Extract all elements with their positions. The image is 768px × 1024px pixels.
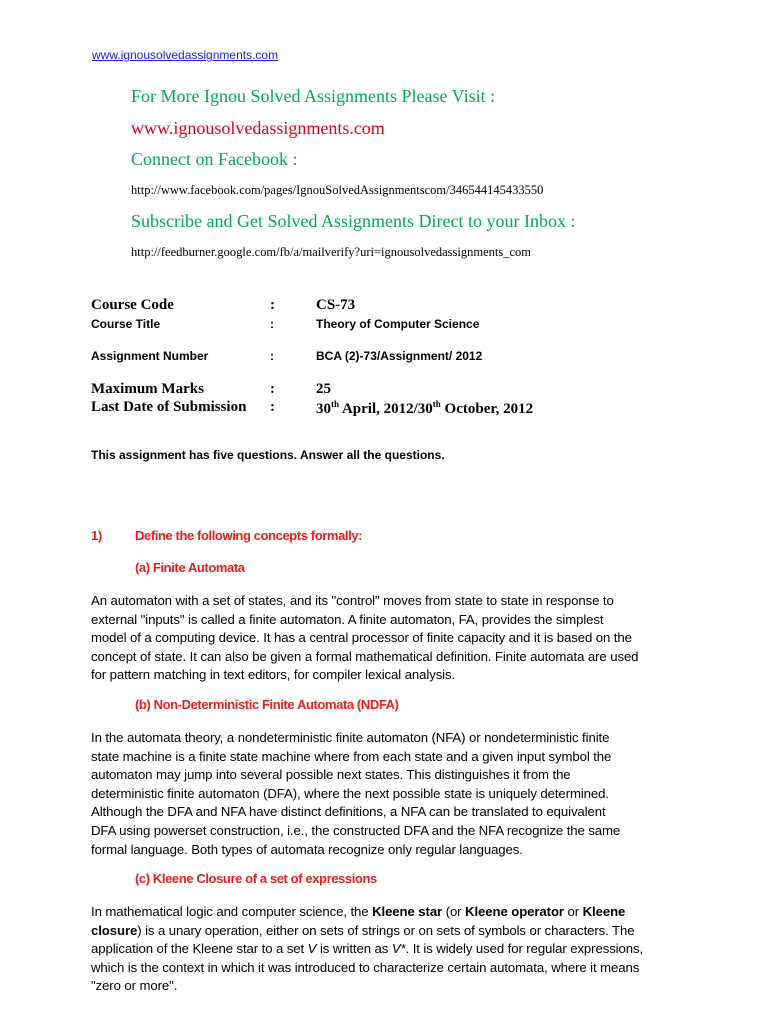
section-b-paragraph bbox=[91, 729, 681, 859]
paragraph-line bbox=[91, 940, 681, 959]
visit-text: For More Ignou Solved Assignments Please Visit : bbox=[131, 86, 496, 106]
assignment-number-value: BCA (2)-73/Assignment/ 2012 bbox=[316, 349, 483, 363]
max-marks-label: Maximum Marks bbox=[91, 381, 204, 397]
section-c-heading: (c) Kleene Closure of a set of expressions bbox=[135, 871, 377, 886]
course-code-label: Course Code bbox=[91, 297, 174, 313]
paragraph-line: deterministic finite automaton (DFA), where the next possible state is uniquely determined. bbox=[91, 785, 609, 801]
paragraph-line: formal language. Both types of automata recognize only regular languages. bbox=[91, 841, 523, 857]
deadline-sup: th bbox=[432, 399, 441, 409]
deadline-end: October, 2012 bbox=[440, 401, 534, 417]
text-run: In mathematical logic and computer science, the bbox=[91, 904, 373, 919]
text-run: . It is widely used for regular expressions, bbox=[405, 941, 644, 957]
question-number: 1) bbox=[91, 528, 102, 543]
text-run: (or bbox=[442, 904, 466, 919]
site-link[interactable]: www.ignousolvedassignments.com bbox=[92, 48, 279, 62]
symbol-v-star: V* bbox=[391, 941, 406, 957]
paragraph-line: automaton may jump into several possible next states. This distinguishes it from the bbox=[91, 767, 571, 783]
section-a-heading: (a) Finite Automata bbox=[135, 560, 245, 575]
paragraph-line bbox=[91, 903, 681, 922]
deadline-value bbox=[316, 399, 533, 418]
deadline-mid: April, 2012/30 bbox=[339, 401, 433, 417]
text-run: or bbox=[563, 904, 583, 919]
site-url[interactable]: www.ignousolvedassignments.com bbox=[131, 118, 385, 138]
facebook-heading: Connect on Facebook : bbox=[131, 149, 298, 169]
paragraph-line: which is the context in which it was introduced to characterize certain automata, where it means bbox=[91, 959, 640, 975]
section-c-paragraph bbox=[91, 903, 681, 996]
colon: : bbox=[270, 349, 274, 363]
text-run: application of the Kleene star to a set bbox=[91, 941, 308, 957]
paragraph-line: for pattern matching in text editors, for compiler lexical analysis. bbox=[91, 667, 456, 683]
feed-url[interactable]: http://feedburner.google.com/fb/a/mailverify?uri=ignousolvedassignments_com bbox=[131, 245, 532, 259]
course-title-value: Theory of Computer Science bbox=[316, 317, 480, 331]
term-kleene-star: Kleene star bbox=[372, 904, 443, 919]
deadline-sup: th bbox=[331, 399, 340, 409]
course-code-value: CS-73 bbox=[316, 297, 356, 313]
paragraph-line: state machine is a finite state machine where from each state and a given input symbol the bbox=[91, 748, 612, 764]
term-kleene: Kleene bbox=[582, 904, 626, 919]
subscribe-heading: Subscribe and Get Solved Assignments Direct to your Inbox : bbox=[131, 211, 576, 231]
term-closure: closure bbox=[91, 922, 138, 938]
section-a-paragraph bbox=[91, 592, 681, 685]
paragraph-line: concept of state. It can also be given a formal mathematical definition. Finite automata are used bbox=[91, 648, 639, 664]
facebook-url[interactable]: http://www.facebook.com/pages/IgnouSolvedAssignmentscom/346544145433550 bbox=[131, 183, 544, 197]
deadline-day: 30 bbox=[316, 401, 331, 417]
paragraph-line: "zero or more". bbox=[91, 978, 178, 994]
text-run: is written as bbox=[316, 941, 392, 957]
paragraph-line: An automaton with a set of states, and its "control" moves from state to state in response to bbox=[91, 593, 614, 608]
paragraph-line: model of a computing device. It has a central processor of finite capacity and it is based on the bbox=[91, 630, 632, 646]
term-kleene-operator: Kleene operator bbox=[465, 904, 564, 919]
paragraph-line bbox=[91, 922, 681, 941]
paragraph-line: Although the DFA and NFA have distinct definitions, a NFA can be translated to equivalent bbox=[91, 804, 606, 820]
paragraph-line: DFA using powerset construction, i.e., the constructed DFA and the NFA recognize the same bbox=[91, 822, 621, 838]
symbol-v: V bbox=[307, 941, 317, 957]
question-heading: Define the following concepts formally: bbox=[135, 528, 363, 543]
deadline-label: Last Date of Submission bbox=[91, 399, 247, 415]
course-title-label: Course Title bbox=[91, 317, 161, 331]
colon: : bbox=[270, 317, 274, 331]
text-run: ) is a unary operation, either on sets of strings or on sets of symbols or characters. The bbox=[137, 922, 635, 938]
instructions: This assignment has five questions. Answer all the questions. bbox=[91, 448, 445, 462]
paragraph-line: In the automata theory, a nondeterministic finite automaton (NFA) or nondeterministic finite bbox=[91, 730, 610, 745]
colon: : bbox=[270, 399, 275, 415]
assignment-number-label: Assignment Number bbox=[91, 349, 209, 363]
paragraph-line: external "inputs" is called a finite automaton. A finite automaton, FA, provides the simplest bbox=[91, 611, 604, 627]
section-b-heading: (b) Non-Deterministic Finite Automata (NDFA) bbox=[135, 697, 399, 712]
max-marks-value: 25 bbox=[316, 381, 331, 397]
colon: : bbox=[270, 381, 275, 397]
colon: : bbox=[270, 297, 275, 313]
